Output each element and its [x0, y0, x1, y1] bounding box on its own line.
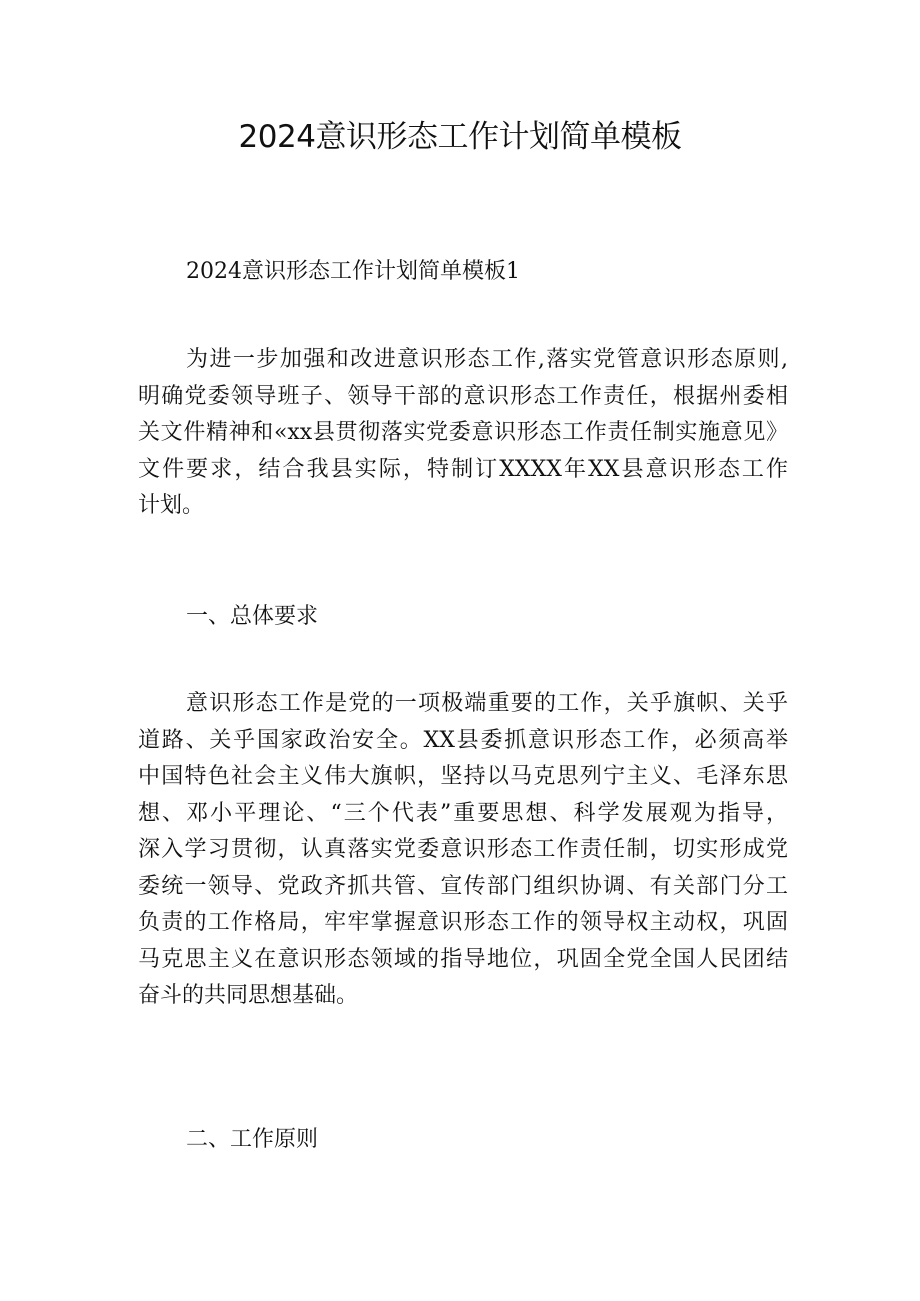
paragraph-line: 意识形态工作是党的一项极端重要的工作，关乎旗帜、关乎: [186, 691, 788, 716]
paragraph-line: 奋斗的共同思想基础。: [138, 983, 359, 1008]
section-heading-work-principles: 二、工作原则: [186, 1127, 319, 1152]
paragraph-line: 负责的工作格局，牢牢掌握意识形态工作的领导权主动权，巩固: [138, 910, 788, 935]
paragraph-line: 想、邓小平理论、“三个代表”重要思想、科学发展观为指导，: [138, 800, 788, 826]
paragraph-line: 明确党委领导班子、领导干部的意识形态工作责任，根据州委相: [138, 383, 788, 409]
section1-paragraph: [138, 686, 788, 1015]
paragraph-line: 中国特色社会主义伟大旗帜，坚持以马克思列宁主义、毛泽东思: [138, 764, 788, 789]
intro-paragraph: [138, 342, 788, 525]
paragraph-line: 委统一领导、党政齐抓共管、宣传部门组织协调、有关部门分工: [138, 873, 788, 899]
paragraph-line: 计划。: [138, 493, 205, 518]
section-heading-overall-requirements: 一、总体要求: [186, 604, 319, 629]
paragraph-line: 马克思主义在意识形态领域的指导地位，巩固全党全国人民团结: [138, 946, 788, 972]
paragraph-line: 道路、关乎国家政治安全。XX县委抓意识形态工作，必须高举: [138, 727, 788, 753]
paragraph-line: 深入学习贯彻，认真落实党委意识形态工作责任制，切实形成党: [138, 837, 788, 862]
document-title: 2024意识形态工作计划简单模板: [238, 119, 682, 155]
paragraph-line: 关文件精神和«xx县贯彻落实党委意识形态工作责任制实施意见》: [138, 420, 788, 445]
paragraph-line: 为进一步加强和改进意识形态工作,落实党管意识形态原则,: [186, 347, 788, 372]
paragraph-line: 文件要求，结合我县实际，特制订XXXX年XX县意识形态工作: [138, 456, 788, 482]
document-subtitle: 2024意识形态工作计划简单模板1: [186, 259, 520, 284]
